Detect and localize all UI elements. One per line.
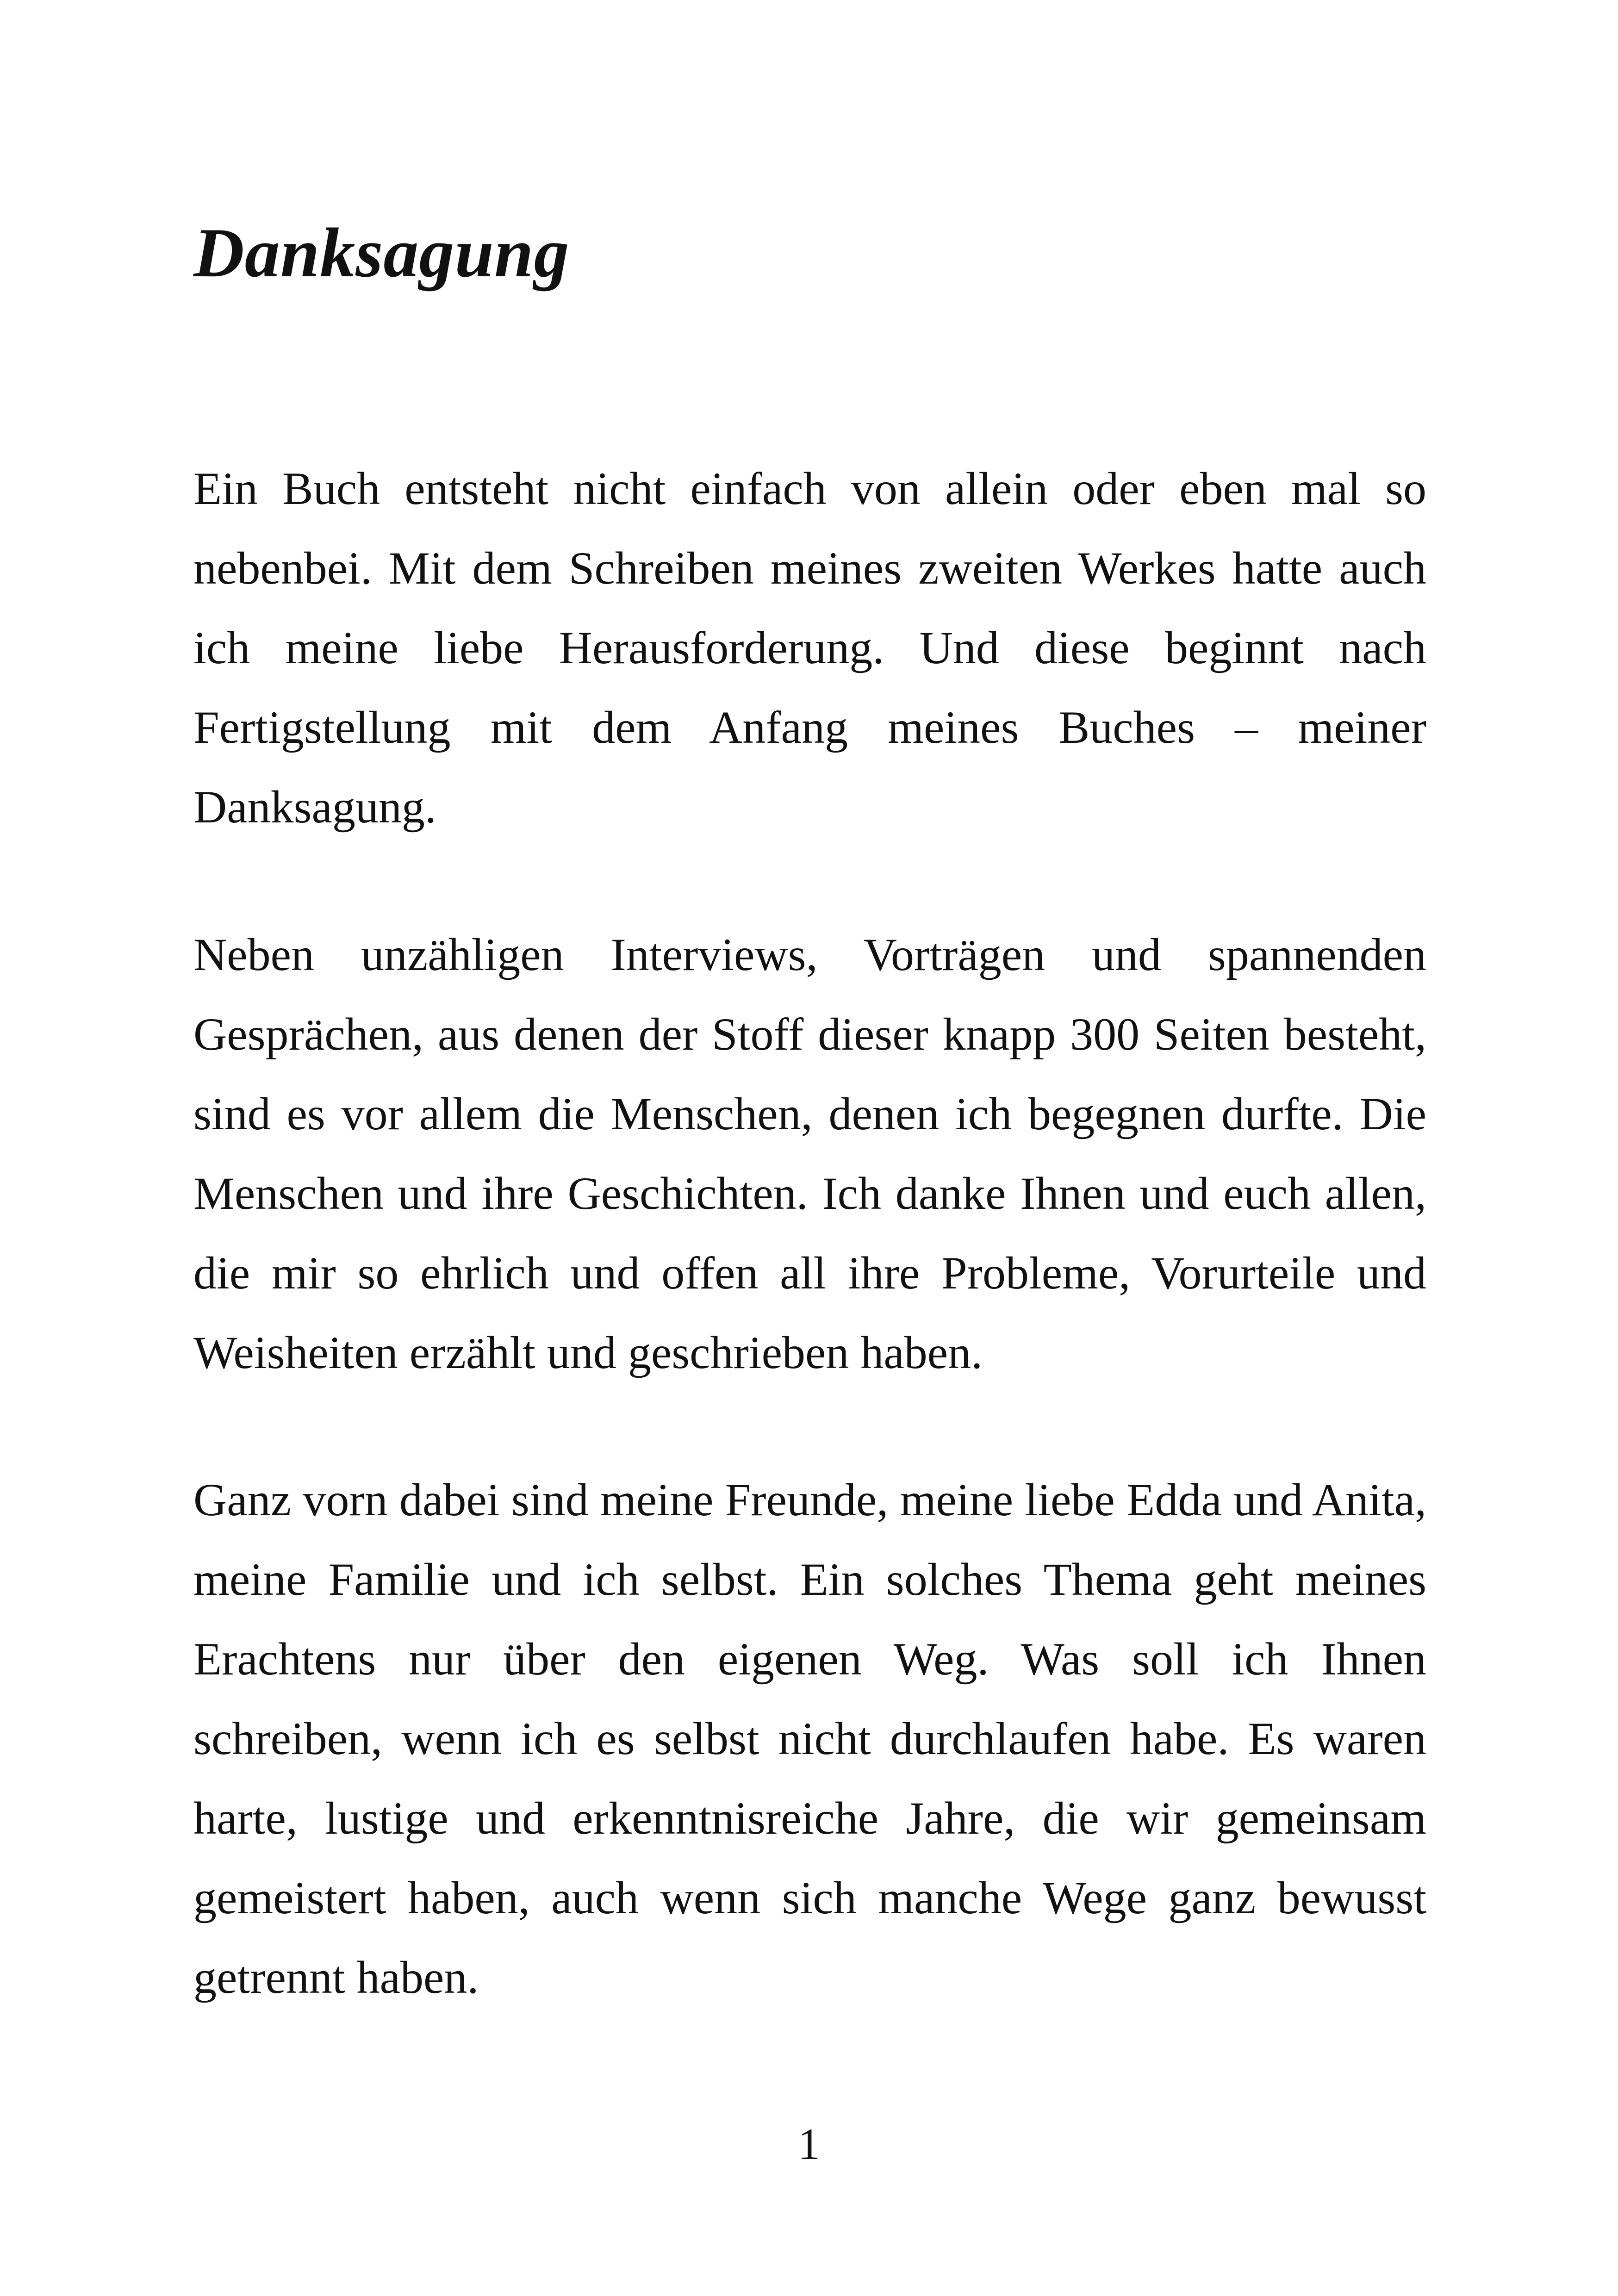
- page-heading: Danksagung: [193, 214, 570, 292]
- page-number: 1: [798, 2119, 820, 2169]
- paragraph-intro: Ein Buch entsteht nicht einfach von allein oder eben mal so nebenbei. Mit dem Schreiben meines zweiten Werkes hatte auch ich meine liebe Herausforderung. Und diese beginnt nach Fertigstellung mit dem Anfang meines Buches – meiner Danksagung.: [193, 463, 1426, 833]
- paragraph-thanks: Neben unzähligen Interviews, Vorträgen und spannenden Gesprächen, aus denen der Stoff dieser knapp 300 Seiten besteht, sind es vor allem die Menschen, denen ich begegnen durfte. Die Menschen und ihre Geschichten. Ich danke Ihnen und euch allen, die mir so ehrlich und offen all ihre Probleme, Vorurteile und Weisheiten erzählt und geschrieben haben.: [193, 929, 1426, 1378]
- paragraph-friends-family: Ganz vorn dabei sind meine Freunde, meine liebe Edda und Anita, meine Familie und ich selbst. Ein solches Thema geht meines Erachtens nur über den eigenen Weg. Was soll ich Ihnen schreiben, wenn ich es selbst nicht durchlaufen habe. Es waren harte, lustige und erkenntnisreiche Jahre, die wir gemeinsam gemeistert haben, auch wenn sich manche Wege ganz bewusst getrennt haben.: [193, 1474, 1426, 2003]
